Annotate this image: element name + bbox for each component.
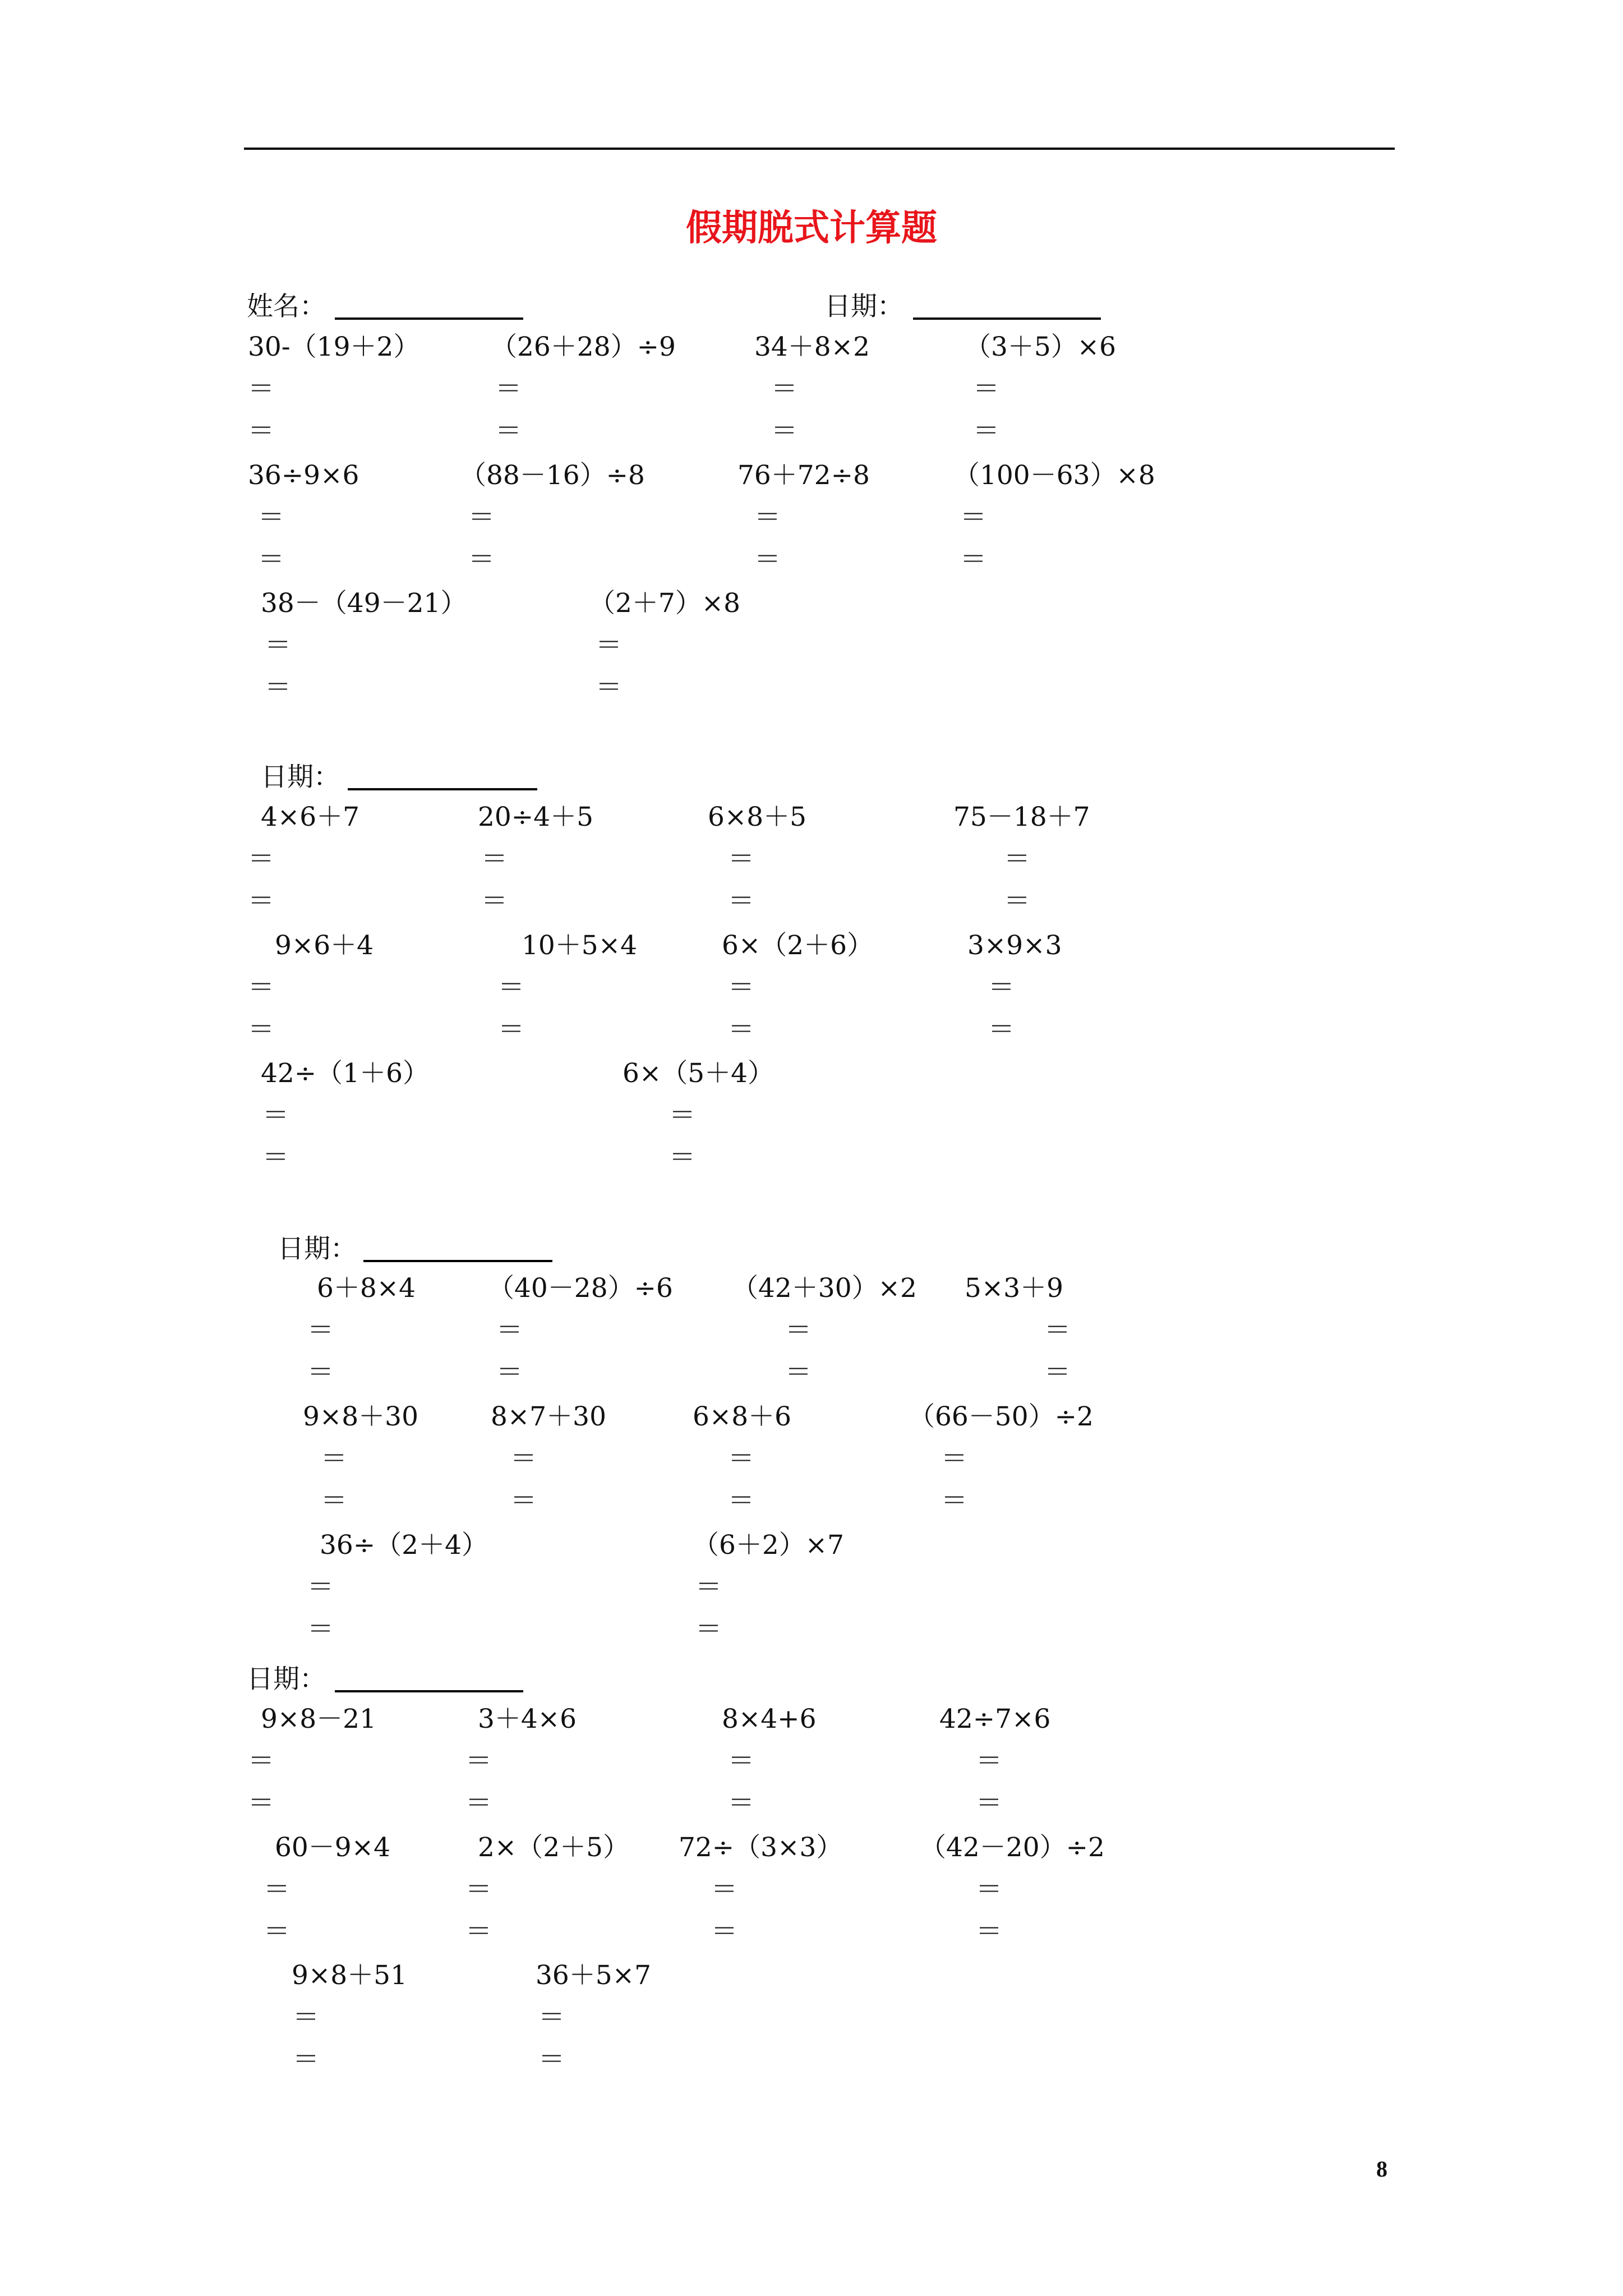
equals-sign: ＝ — [1004, 886, 1030, 917]
equals-sign: ＝ — [498, 972, 524, 1003]
problem-expression: 34＋8×2 — [754, 332, 870, 362]
problem-expression: 76＋72÷8 — [737, 460, 870, 491]
problem-expression: 6×（5＋4） — [623, 1058, 774, 1089]
problem-expression: 6＋8×4 — [317, 1273, 416, 1304]
equals-sign: ＝ — [596, 630, 622, 661]
problem-expression: 2×（2＋5） — [478, 1832, 630, 1863]
equals-sign: ＝ — [976, 1874, 1002, 1905]
problem-expression: 6×8＋6 — [693, 1401, 792, 1432]
problem-expression: 36÷（2＋4） — [320, 1530, 488, 1561]
equals-sign: ＝ — [264, 1874, 290, 1905]
equals-sign: ＝ — [510, 1485, 537, 1516]
date-label: 日期： — [247, 1664, 326, 1695]
equals-sign: ＝ — [465, 1916, 492, 1947]
equals-sign: ＝ — [695, 1572, 722, 1603]
equals-sign: ＝ — [468, 502, 495, 533]
equals-sign: ＝ — [262, 1142, 289, 1173]
problem-expression: 9×6＋4 — [275, 930, 374, 961]
equals-sign: ＝ — [258, 502, 284, 533]
problem-expression: （26＋28）÷9 — [491, 332, 676, 362]
problem-expression: 9×8＋30 — [303, 1401, 418, 1432]
page-number: 8 — [1376, 2156, 1387, 2182]
equals-sign: ＝ — [596, 672, 622, 703]
equals-sign: ＝ — [771, 374, 797, 404]
equals-sign: ＝ — [248, 844, 274, 875]
problem-expression: （42－20）÷2 — [920, 1832, 1105, 1863]
problem-expression: 3×9×3 — [967, 930, 1062, 961]
equals-sign: ＝ — [248, 1014, 274, 1045]
equals-sign: ＝ — [728, 1443, 754, 1474]
equals-sign: ＝ — [248, 886, 274, 917]
equals-sign: ＝ — [262, 1100, 289, 1131]
problem-expression: 6×（2＋6） — [722, 930, 874, 961]
problem-expression: 75－18＋7 — [953, 802, 1090, 832]
equals-sign: ＝ — [538, 2002, 565, 2033]
problem-expression: 20÷4＋5 — [478, 802, 593, 832]
problem-expression: 30-（19＋2） — [248, 332, 420, 362]
equals-sign: ＝ — [728, 844, 754, 875]
equals-sign: ＝ — [307, 1572, 334, 1603]
equals-sign: ＝ — [771, 416, 797, 447]
equals-sign: ＝ — [307, 1357, 334, 1388]
equals-sign: ＝ — [728, 1485, 754, 1516]
problem-expression: （2＋7）×8 — [589, 588, 741, 619]
equals-sign: ＝ — [728, 972, 754, 1003]
problem-expression: 4×6＋7 — [261, 802, 360, 832]
equals-sign: ＝ — [293, 2044, 319, 2075]
problem-expression: 3＋4×6 — [478, 1704, 577, 1734]
equals-sign: ＝ — [785, 1357, 811, 1388]
date-label: 日期： — [824, 291, 903, 322]
equals-sign: ＝ — [988, 1014, 1015, 1045]
equals-sign: ＝ — [728, 1014, 754, 1045]
name-blank[interactable] — [335, 318, 523, 320]
equals-sign: ＝ — [264, 1916, 290, 1947]
equals-sign: ＝ — [538, 2044, 565, 2075]
problem-expression: 36÷9×6 — [248, 460, 359, 491]
problem-expression: 36＋5×7 — [536, 1960, 651, 1991]
equals-sign: ＝ — [248, 374, 274, 404]
equals-sign: ＝ — [1044, 1357, 1071, 1388]
equals-sign: ＝ — [496, 1315, 523, 1346]
problem-expression: 72÷（3×3） — [679, 1832, 843, 1863]
equals-sign: ＝ — [1004, 844, 1030, 875]
problem-expression: 9×8＋51 — [292, 1960, 407, 1991]
equals-sign: ＝ — [248, 416, 274, 447]
equals-sign: ＝ — [481, 886, 508, 917]
equals-sign: ＝ — [498, 1014, 524, 1045]
equals-sign: ＝ — [265, 672, 291, 703]
equals-sign: ＝ — [248, 1788, 274, 1819]
equals-sign: ＝ — [307, 1614, 334, 1645]
equals-sign: ＝ — [976, 1746, 1002, 1777]
equals-sign: ＝ — [728, 1746, 754, 1777]
equals-sign: ＝ — [495, 374, 522, 404]
problem-expression: （88－16）÷8 — [460, 460, 645, 491]
equals-sign: ＝ — [669, 1100, 695, 1131]
equals-sign: ＝ — [941, 1443, 967, 1474]
problem-expression: 10＋5×4 — [522, 930, 637, 961]
equals-sign: ＝ — [465, 1874, 492, 1905]
equals-sign: ＝ — [481, 844, 508, 875]
equals-sign: ＝ — [711, 1874, 737, 1905]
equals-sign: ＝ — [960, 544, 986, 575]
date-blank[interactable] — [348, 788, 537, 790]
equals-sign: ＝ — [465, 1746, 492, 1777]
page-title: 假期脱式计算题 — [686, 207, 937, 249]
name-label: 姓名： — [247, 291, 326, 322]
problem-expression: 38－（49－21） — [261, 588, 467, 619]
equals-sign: ＝ — [510, 1443, 537, 1474]
problem-expression: 60－9×4 — [275, 1832, 390, 1863]
equals-sign: ＝ — [669, 1142, 695, 1173]
equals-sign: ＝ — [307, 1315, 334, 1346]
equals-sign: ＝ — [1044, 1315, 1071, 1346]
equals-sign: ＝ — [695, 1614, 722, 1645]
equals-sign: ＝ — [988, 972, 1015, 1003]
date-blank[interactable] — [363, 1260, 552, 1262]
problem-expression: （6＋2）×7 — [693, 1530, 845, 1561]
equals-sign: ＝ — [465, 1788, 492, 1819]
equals-sign: ＝ — [976, 1788, 1002, 1819]
equals-sign: ＝ — [973, 416, 999, 447]
equals-sign: ＝ — [293, 2002, 319, 2033]
equals-sign: ＝ — [711, 1916, 737, 1947]
equals-sign: ＝ — [728, 1788, 754, 1819]
problem-expression: 5×3＋9 — [965, 1273, 1064, 1304]
equals-sign: ＝ — [248, 1746, 274, 1777]
equals-sign: ＝ — [785, 1315, 811, 1346]
date-label: 日期： — [261, 762, 340, 793]
date-blank[interactable] — [913, 318, 1101, 320]
problem-expression: （42＋30）×2 — [732, 1273, 917, 1304]
problem-expression: 8×4+6 — [722, 1704, 817, 1734]
problem-expression: （40－28）÷6 — [488, 1273, 673, 1304]
equals-sign: ＝ — [960, 502, 986, 533]
date-label: 日期： — [278, 1234, 357, 1264]
equals-sign: ＝ — [258, 544, 284, 575]
header-rule — [244, 148, 1395, 150]
equals-sign: ＝ — [754, 544, 781, 575]
problem-expression: 9×8－21 — [261, 1704, 376, 1734]
problem-expression: 8×7＋30 — [491, 1401, 606, 1432]
equals-sign: ＝ — [495, 416, 522, 447]
date-blank[interactable] — [335, 1690, 523, 1692]
problem-expression: （3＋5）×6 — [965, 332, 1117, 362]
problem-expression: 6×8＋5 — [708, 802, 807, 832]
equals-sign: ＝ — [321, 1443, 347, 1474]
equals-sign: ＝ — [976, 1916, 1002, 1947]
problem-expression: （100－63）×8 — [953, 460, 1155, 491]
equals-sign: ＝ — [728, 886, 754, 917]
equals-sign: ＝ — [973, 374, 999, 404]
equals-sign: ＝ — [248, 972, 274, 1003]
equals-sign: ＝ — [754, 502, 781, 533]
equals-sign: ＝ — [941, 1485, 967, 1516]
problem-expression: （66－50）÷2 — [909, 1401, 1094, 1432]
problem-expression: 42÷（1＋6） — [261, 1058, 429, 1089]
problem-expression: 42÷7×6 — [939, 1704, 1051, 1734]
equals-sign: ＝ — [468, 544, 495, 575]
equals-sign: ＝ — [496, 1357, 523, 1388]
equals-sign: ＝ — [265, 630, 291, 661]
equals-sign: ＝ — [321, 1485, 347, 1516]
